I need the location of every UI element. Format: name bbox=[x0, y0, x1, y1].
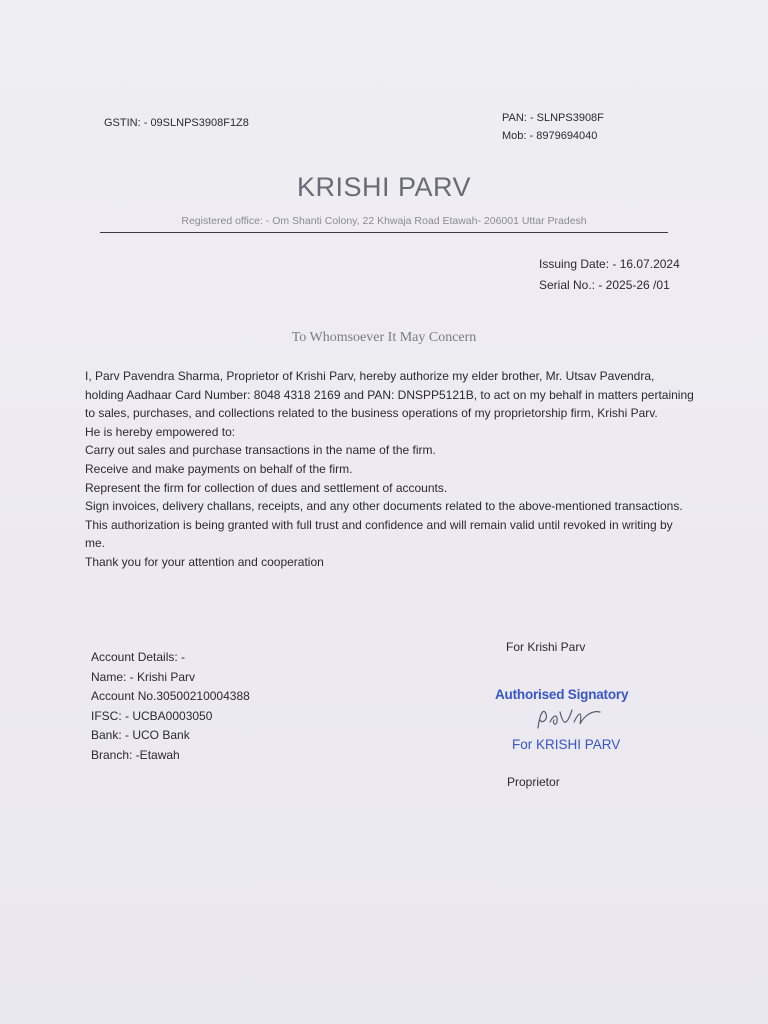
account-branch: Branch: -Etawah bbox=[91, 747, 180, 762]
mobile-text: Mob: - 8979694040 bbox=[502, 130, 598, 142]
account-name: Name: - Krishi Parv bbox=[91, 669, 196, 684]
body-line: Represent the firm for collection of dues and settlement of accounts. bbox=[85, 480, 448, 495]
letter-body bbox=[85, 367, 695, 572]
subject-line: To Whomsoever It May Concern bbox=[291, 330, 477, 345]
account-heading: Account Details: - bbox=[91, 650, 186, 664]
body-line: He is hereby empowered to: bbox=[85, 424, 236, 439]
body-line: Receive and make payments on behalf of the firm. bbox=[85, 461, 353, 476]
account-ifsc: IFSC: - UCBA0003050 bbox=[91, 708, 213, 723]
gstin-text: GSTIN: - 09SLNPS3908F1Z8 bbox=[104, 117, 249, 129]
firm-stamp: For KRISHI PARV bbox=[512, 737, 621, 752]
authorised-signatory-stamp: Authorised Signatory bbox=[495, 687, 629, 702]
proprietor-label: Proprietor bbox=[507, 775, 560, 789]
pan-text: PAN: - SLNPS3908F bbox=[502, 112, 604, 124]
account-details bbox=[91, 648, 250, 766]
company-name: KRISHI PARV bbox=[296, 172, 472, 202]
body-line: Thank you for your attention and cooperation bbox=[85, 554, 324, 569]
body-paragraph: I, Parv Pavendra Sharma, Proprietor of Krishi Parv, hereby authorize my elder brother, Mr. Utsav Pavendra, holding Aadhaar Card Number: 8048 4318 2169 and PAN: DNSPP5121B, to act on my behalf in matters pertaining to sales, purchases, and collections related to the business operations of my proprietorship firm, Krishi Parv. bbox=[85, 369, 694, 421]
account-bank: Bank: - UCO Bank bbox=[91, 728, 190, 743]
account-number: Account No.30500210004388 bbox=[91, 689, 250, 704]
header-divider bbox=[100, 232, 668, 233]
body-line: This authorization is being granted with full trust and confidence and will remain valid until revoked in writing by me. bbox=[85, 517, 673, 551]
handwritten-signature bbox=[530, 700, 610, 736]
for-firm-label: For Krishi Parv bbox=[506, 640, 586, 654]
serial-number: Serial No.: - 2025-26 /01 bbox=[539, 278, 670, 292]
registered-office: Registered office: - Om Shanti Colony, 22 Khwaja Road Etawah- 206001 Uttar Pradesh bbox=[181, 215, 587, 227]
body-line: Sign invoices, delivery challans, receipts, and any other documents related to the above-mentioned transactions. bbox=[85, 499, 683, 514]
body-line: Carry out sales and purchase transactions in the name of the firm. bbox=[85, 443, 436, 458]
issuing-date: Issuing Date: - 16.07.2024 bbox=[539, 257, 680, 271]
